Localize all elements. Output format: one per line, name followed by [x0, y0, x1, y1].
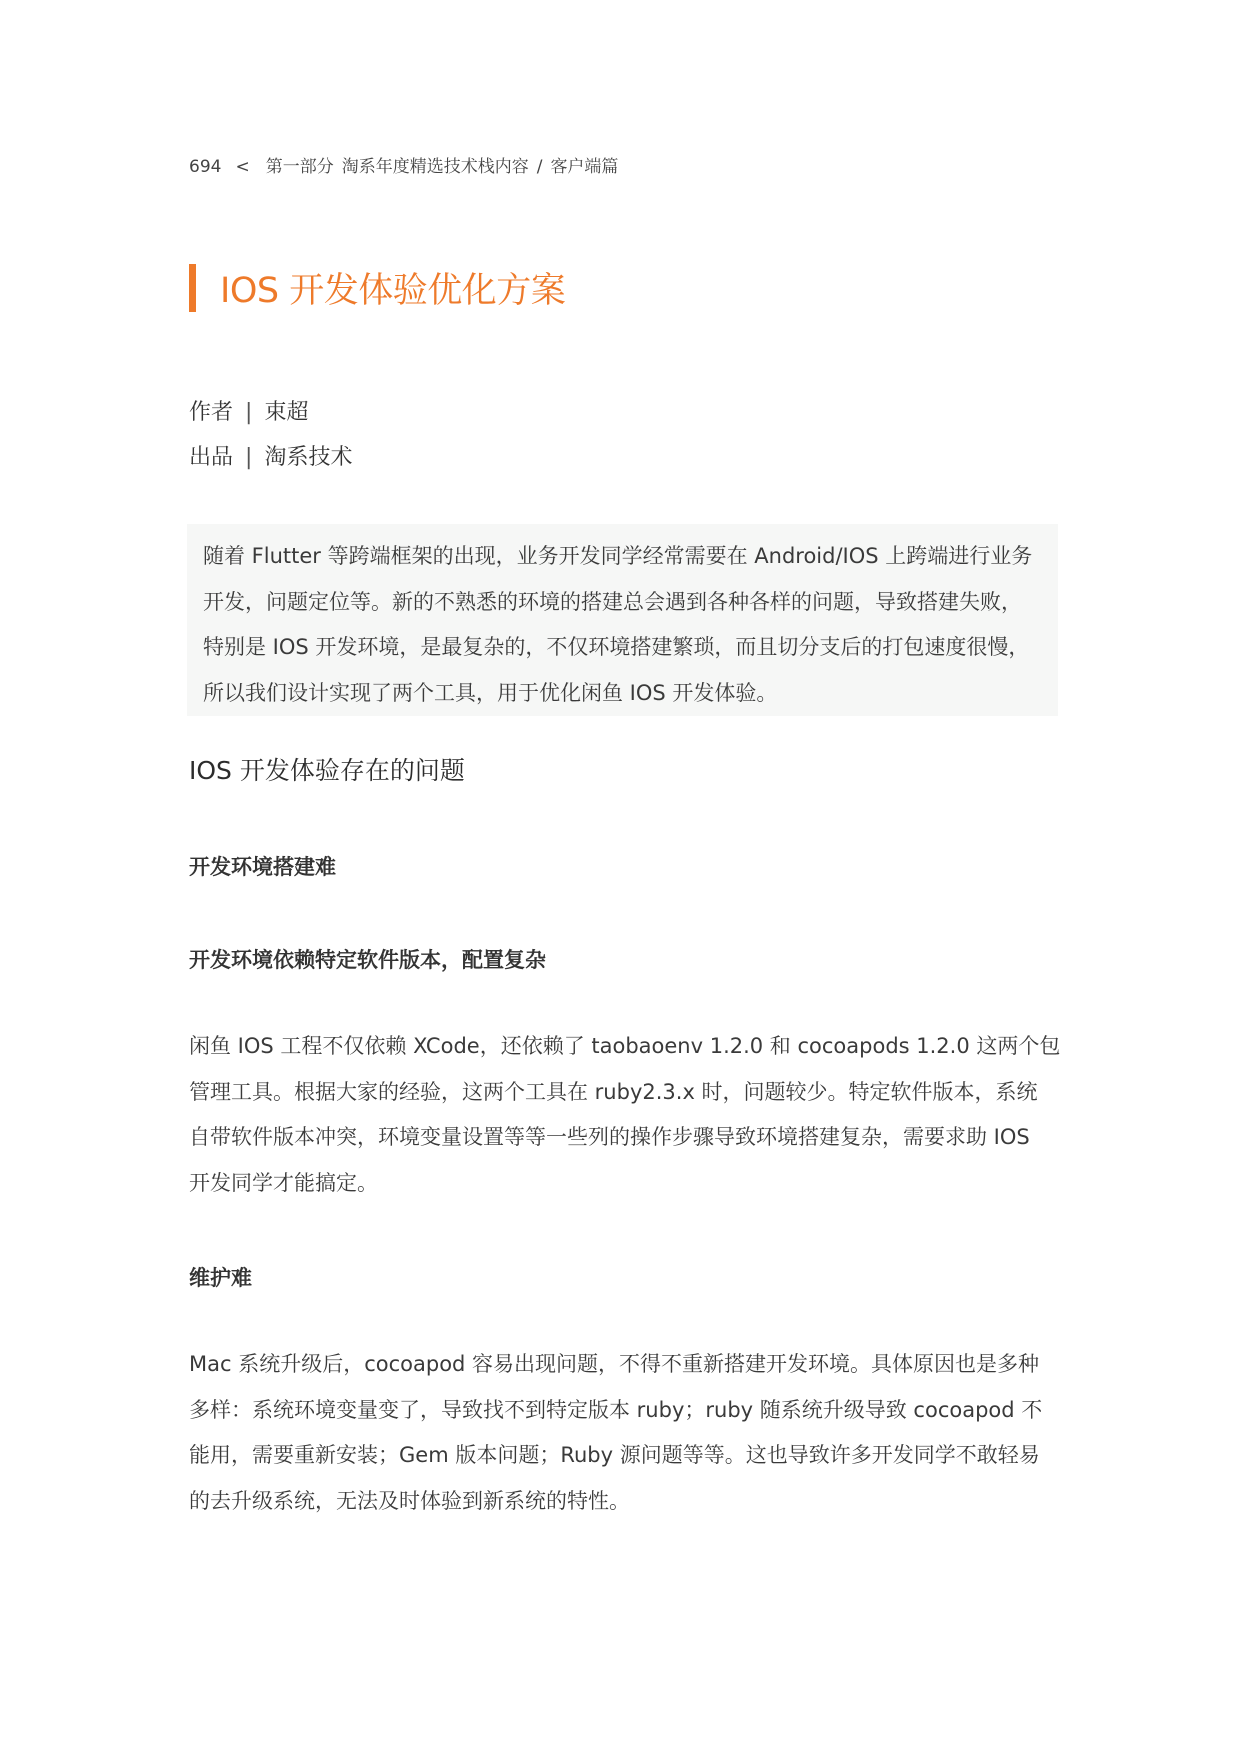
paragraph-line: 开发同学才能搞定。 — [189, 1170, 378, 1195]
article-title-block — [189, 263, 565, 313]
publisher-label: 出品 — [189, 445, 234, 470]
title-accent-bar — [189, 264, 196, 312]
header-slash: / — [536, 157, 543, 177]
publisher-line — [189, 440, 352, 471]
section-heading: IOS 开发体验存在的问题 — [189, 756, 465, 785]
abstract-line: 所以我们设计实现了两个工具，用于优化闲鱼 IOS 开发体验。 — [203, 680, 778, 705]
paragraph-line: 管理工具。根据大家的经验，这两个工具在 ruby2.3.x 时，问题较少。特定软件版本，系统 — [189, 1079, 1038, 1104]
publisher-separator: | — [245, 445, 253, 470]
abstract-line: 特别是 IOS 开发环境，是最复杂的，不仅环境搭建繁琐，而且切分支后的打包速度很慢， — [203, 635, 1030, 659]
author-name: 束超 — [264, 400, 309, 425]
header-separator: < — [235, 157, 250, 177]
publisher-name: 淘系技术 — [264, 445, 353, 470]
paragraph-line: 自带软件版本冲突，环境变量设置等等一些列的操作步骤导致环境搭建复杂，需要求助 IOS — [189, 1125, 1030, 1149]
author-label: 作者 — [189, 400, 234, 425]
abstract-line: 开发，问题定位等。新的不熟悉的环境的搭建总会遇到各种各样的问题，导致搭建失败， — [203, 589, 1022, 614]
header-chapter: 客户端篇 — [550, 157, 619, 177]
running-header — [189, 152, 618, 177]
paragraph-line: Mac 系统升级后，cocoapod 容易出现问题，不得不重新搭建开发环境。具体原因也是多种 — [189, 1352, 1040, 1376]
page-number: 694 — [189, 157, 222, 177]
abstract-line: 随着 Flutter 等跨端框架的出现，业务开发同学经常需要在 Android/IOS 上跨端进行业务 — [203, 544, 1033, 568]
paragraph-line: 能用，需要重新安装；Gem 版本问题；Ruby 源问题等等。这也导致许多开发同学不敢轻易 — [189, 1443, 1040, 1467]
subheading-version-dependency: 开发环境依赖特定软件版本，配置复杂 — [189, 948, 546, 972]
header-book-title: 淘系年度精选技术栈内容 — [341, 157, 529, 177]
paragraph-maintenance — [189, 1342, 1069, 1524]
header-part: 第一部分 — [265, 157, 334, 177]
paragraph-dependency — [189, 1024, 1069, 1206]
paragraph-line: 的去升级系统，无法及时体验到新系统的特性。 — [189, 1488, 630, 1513]
paragraph-line: 多样：系统环境变量变了，导致找不到特定版本 ruby；ruby 随系统升级导致 cocoapod 不 — [189, 1397, 1043, 1422]
subheading-maintenance: 维护难 — [189, 1266, 252, 1290]
author-line — [189, 395, 308, 426]
paragraph-line: 闲鱼 IOS 工程不仅依赖 XCode，还依赖了 taobaoenv 1.2.0 和 cocoapods 1.2.0 这两个包 — [189, 1034, 1061, 1058]
subheading-setup-difficulty: 开发环境搭建难 — [189, 855, 336, 879]
article-title: IOS 开发体验优化方案 — [220, 271, 566, 311]
abstract-box — [187, 524, 1058, 716]
author-separator: | — [245, 400, 253, 425]
